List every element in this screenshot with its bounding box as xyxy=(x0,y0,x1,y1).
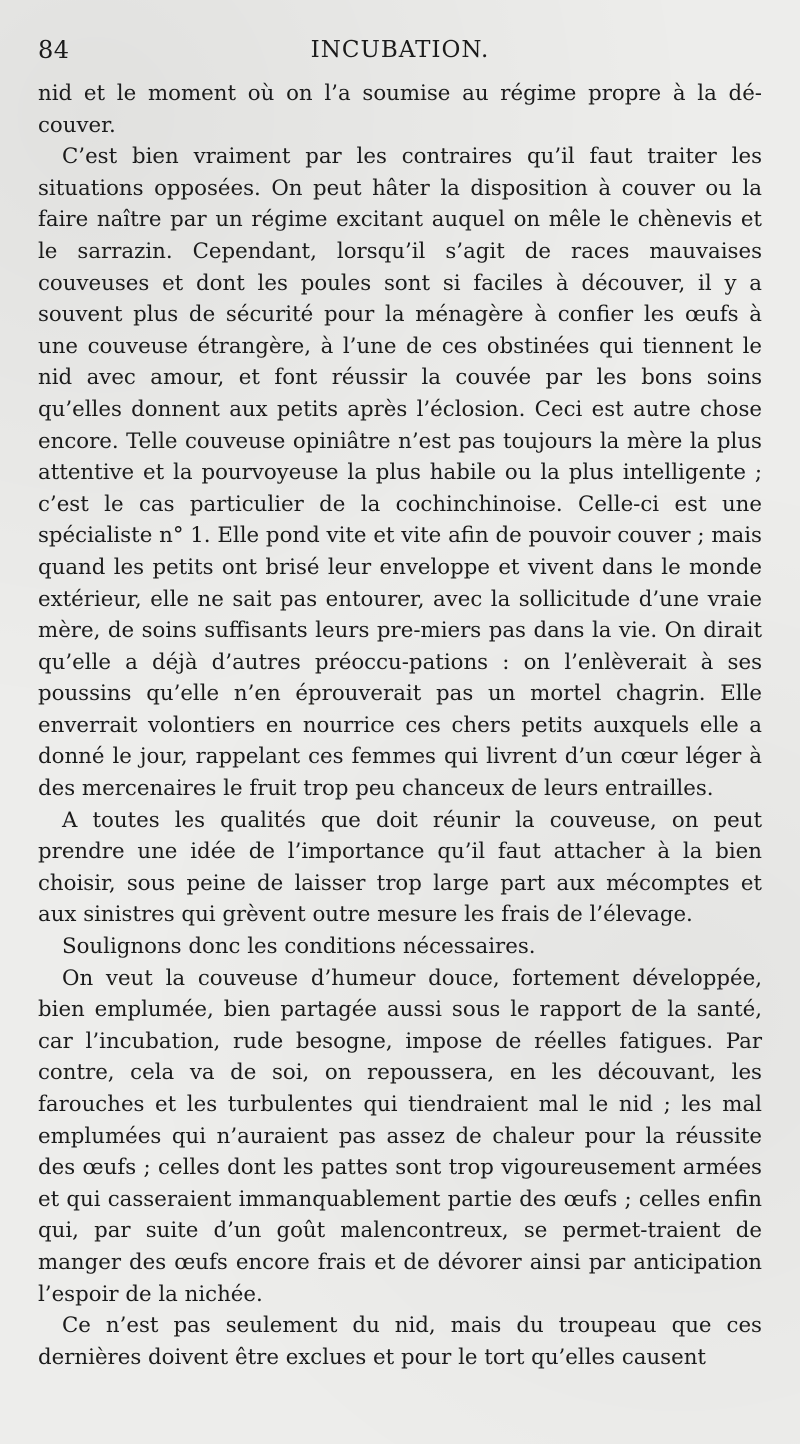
paragraph-troupeau: Ce n’est pas seulement du nid, mais du troupeau que ces dernières doivent être exclues et pour le tort qu’elles causent xyxy=(38,1313,762,1370)
page-number: 84 xyxy=(38,36,70,64)
body-text xyxy=(38,78,762,1373)
paragraph-continuation: nid et le moment où on l’a soumise au régime propre à la dé-couver. xyxy=(38,81,762,138)
running-title: INCUBATION. xyxy=(310,37,490,63)
paragraph-soulignons: Soulignons donc les conditions nécessaires. xyxy=(62,934,536,960)
paragraph-couveuse-douce: On veut la couveuse d’humeur douce, fortement développée, bien emplumée, bien partagée aussi sous le rapport de la santé, car l’incubation, rude besogne, impose de réelles fatigues. Par contre, cela va de soi, on repoussera, en les découvant, les farouches et les turbulentes qui tiendraient mal le nid ; les mal emplumées qui n’auraient pas assez de chaleur pour la réussite des œufs ; celles dont les pattes sont trop vigoureusement armées et qui casseraient immanquablement partie des œufs ; celles enfin qui, par suite d’un goût malencontreux, se permet-traient de manger des œufs encore frais et de dévorer ainsi par anticipation l’espoir de la nichée. xyxy=(38,965,762,1307)
running-head xyxy=(38,22,762,78)
paragraph-qualites: A toutes les qualités que doit réunir la couveuse, on peut prendre une idée de l’importance qu’il faut attacher à la bien choisir, sous peine de laisser trop large part aux mécomptes et aux sinistres qui grèvent outre mesure les frais de l’élevage. xyxy=(38,807,762,928)
paragraph-contraires: C’est bien vraiment par les contraires qu’il faut traiter les situations opposées. On peut hâter la disposition à couver ou la faire naître par un régime excitant auquel on mêle le chènevis et le sarrazin. Cependant, lorsqu’il s’agit de races mauvaises couveuses et dont les poules sont si faciles à découver, il y a souvent plus de sécurité pour la ménagère à confier les œufs à une couveuse étrangère, à l’une de ces obstinées qui tiennent le nid avec amour, et font réussir la couvée par les bons soins qu’elles donnent aux petits après l’éclosion. Ceci est autre chose encore. Telle couveuse opiniâtre n’est pas toujours la mère la plus attentive et la pourvoyeuse la plus habile ou la plus intelligente ; c’est le cas particulier de la cochinchinoise. Celle-ci est une spécialiste n° 1. Elle pond vite et vite afin de pouvoir couver ; mais quand les petits ont brisé leur enveloppe et vivent dans le monde extérieur, elle ne sait pas entourer, avec la sollicitude d’une vraie mère, de soins suffisants leurs pre-miers pas dans la vie. On dirait qu’elle a déjà d’autres préoccu-pations : on l’enlèverait à ses poussins qu’elle n’en éprouverait pas un mortel chagrin. Elle enverrait volontiers en nourrice ces chers petits auxquels elle a donné le jour, rappelant ces femmes qui livrent d’un cœur léger à des mercenaires le fruit trop peu chanceux de leurs entrailles. xyxy=(38,144,762,802)
